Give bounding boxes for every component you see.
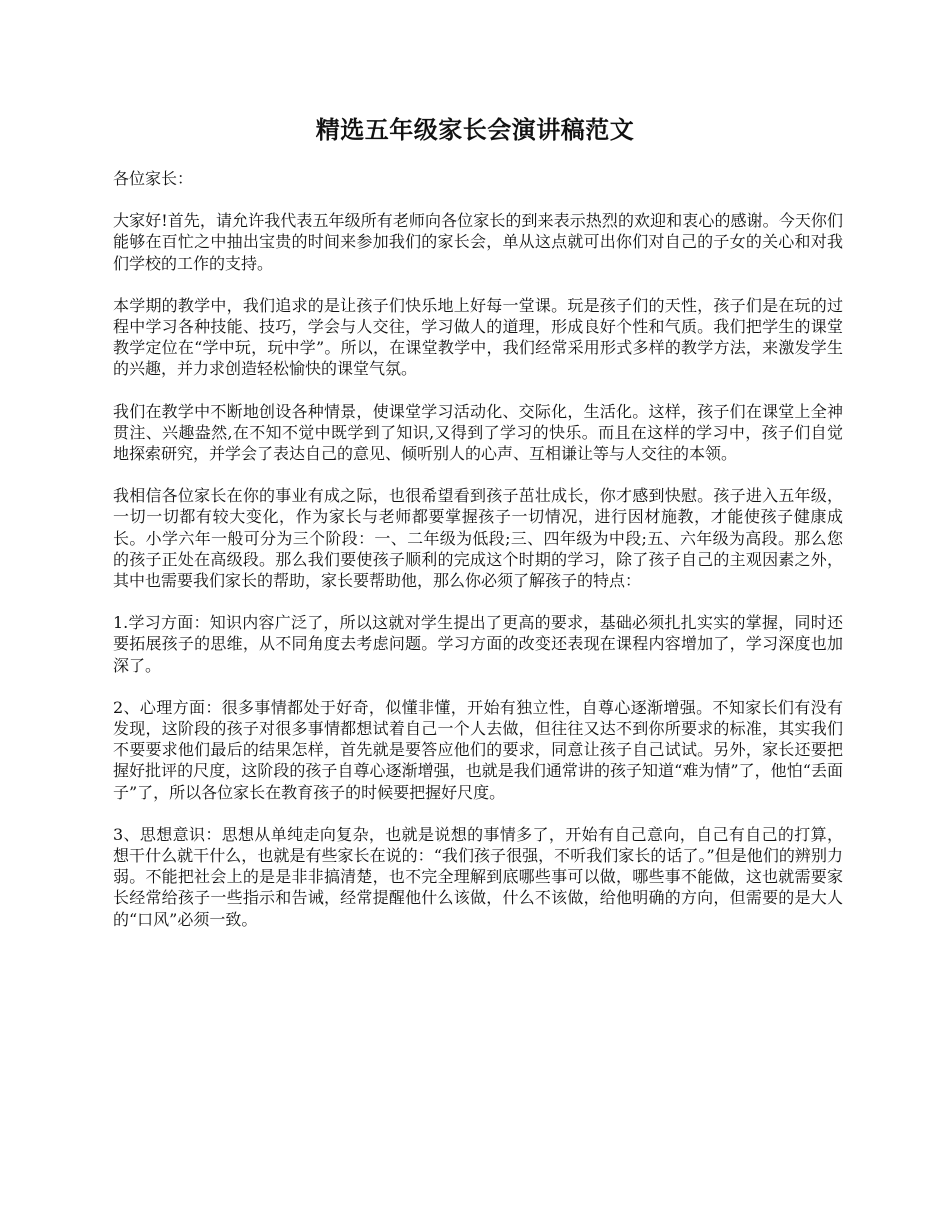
paragraph-thinking: 3、思想意识：思想从单纯走向复杂，也就是说想的事情多了，开始有自己意向，自己有自己的打算，想干什么就干什么，也就是有些家长在说的：“我们孩子很强，不听我们家长的话了。”但是他们的辨别力弱。不能把社会上的是是非非搞清楚，也不完全理解到底哪些事可以做，哪些事不能做，这也就需要家长经常给孩子一些指示和告诫，经常提醒他什么该做，什么不该做，给他明确的方向，但需要的是大人的“口风”必须一致。 <box>113 824 843 929</box>
paragraph-classroom: 我们在教学中不断地创设各种情景，使课堂学习活动化、交际化，生活化。这样，孩子们在课堂上全神贯注、兴趣盎然,在不知不觉中既学到了知识,又得到了学习的快乐。而且在这样的学习中，孩子们自觉地探索研究，并学会了表达自己的意见、倾听别人的心声、互相谦让等与人交往的本领。 <box>113 401 843 464</box>
paragraph-parents: 我相信各位家长在你的事业有成之际，也很希望看到孩子茁壮成长，你才感到快慰。孩子进入五年级，一切一切都有较大变化，作为家长与老师都要掌握孩子一切情况，进行因材施教，才能使孩子健康成长。小学六年一般可分为三个阶段：一、二年级为低段;三、四年级为中段;五、六年级为高段。那么您的孩子正处在高级段。那么我们要使孩子顺利的完成这个时期的学习，除了孩子自己的主观因素之外，其中也需要我们家长的帮助，家长要帮助他，那么你必须了解孩子的特点： <box>113 486 843 591</box>
paragraph-teaching: 本学期的教学中，我们追求的是让孩子们快乐地上好每一堂课。玩是孩子们的天性，孩子们是在玩的过程中学习各种技能、技巧，学会与人交往，学习做人的道理，形成良好个性和气质。我们把学生的课堂教学定位在“学中玩，玩中学”。所以，在课堂教学中，我们经常采用形式多样的教学方法，来激发学生的兴趣，并力求创造轻松愉快的课堂气氛。 <box>113 295 843 379</box>
paragraph-welcome: 大家好!首先，请允许我代表五年级所有老师向各位家长的到来表示热烈的欢迎和衷心的感谢。今天你们能够在百忙之中抽出宝贵的时间来参加我们的家长会，单从这点就可出你们对自己的子女的关心和对我们学校的工作的支持。 <box>113 211 843 273</box>
document-title: 精选五年级家长会演讲稿范文 <box>315 115 635 144</box>
document-body <box>113 168 843 951</box>
paragraph-study: 1.学习方面：知识内容广泛了，所以这就对学生提出了更高的要求，基础必须扎扎实实的掌握，同时还要拓展孩子的思维，从不同角度去考虑问题。学习方面的改变还表现在课程内容增加了，学习深度也加深了。 <box>113 613 843 675</box>
paragraph-psychology: 2、心理方面：很多事情都处于好奇，似懂非懂，开始有独立性，自尊心逐渐增强。不知家长们有没有发现，这阶段的孩子对很多事情都想试着自己一个人去做，但往往又达不到你所要求的标准，其实我们不要要求他们最后的结果怎样，首先就是要答应他们的要求，同意让孩子自己试试。另外，家长还要把握好批评的尺度，这阶段的孩子自尊心逐渐增强，也就是我们通常讲的孩子知道“难为情”了，他怕“丢面子”了，所以各位家长在教育孩子的时候要把握好尺度。 <box>113 697 843 802</box>
salutation: 各位家长： <box>113 169 194 188</box>
